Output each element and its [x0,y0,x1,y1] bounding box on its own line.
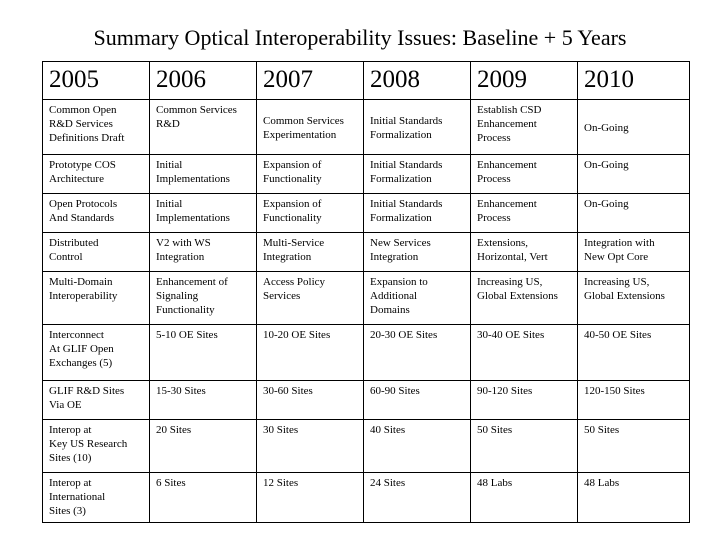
table-cell: New Services Integration [364,233,471,272]
table-cell: Common Open R&D Services Definitions Draft [43,100,150,155]
table-cell: 90-120 Sites [471,381,578,420]
year-header: 2007 [257,62,364,100]
table-cell: 50 Sites [471,420,578,473]
year-header: 2009 [471,62,578,100]
table-cell: 24 Sites [364,473,471,523]
table-cell: 20-30 OE Sites [364,325,471,381]
table-row [43,420,690,473]
table-cell: 20 Sites [150,420,257,473]
table-cell: Prototype COS Architecture [43,155,150,194]
table-cell: 60-90 Sites [364,381,471,420]
table-row [43,473,690,523]
table-cell: Distributed Control [43,233,150,272]
table-row [43,233,690,272]
table-cell: On-Going [578,100,690,155]
table-cell: Initial Standards Formalization [364,155,471,194]
table-cell: 50 Sites [578,420,690,473]
table-cell: 6 Sites [150,473,257,523]
table-cell: Interconnect At GLIF Open Exchanges (5) [43,325,150,381]
table-cell: On-Going [578,155,690,194]
table-cell: Establish CSD Enhancement Process [471,100,578,155]
year-header: 2010 [578,62,690,100]
table-row [43,325,690,381]
table-cell: Expansion to Additional Domains [364,272,471,325]
table-row [43,272,690,325]
year-header: 2005 [43,62,150,100]
table-cell: Enhancement Process [471,194,578,233]
table-cell: 48 Labs [471,473,578,523]
table-row [43,194,690,233]
table-cell: Common Services R&D [150,100,257,155]
table-cell: Multi-Domain Interoperability [43,272,150,325]
table-cell: 10-20 OE Sites [257,325,364,381]
table-cell: Common Services Experimentation [257,100,364,155]
table-cell: Initial Implementations [150,155,257,194]
table-cell: Initial Implementations [150,194,257,233]
table-cell: 30 Sites [257,420,364,473]
roadmap-table [42,61,690,523]
table-cell: Expansion of Functionality [257,155,364,194]
header-row [43,62,690,100]
table-cell: Interop at International Sites (3) [43,473,150,523]
page-title: Summary Optical Interoperability Issues: Baseline + 5 Years [93,25,627,50]
table-cell: GLIF R&D Sites Via OE [43,381,150,420]
table-cell: On-Going [578,194,690,233]
table-cell: 30-40 OE Sites [471,325,578,381]
table-cell: 5-10 OE Sites [150,325,257,381]
table-row [43,100,690,155]
year-header: 2008 [364,62,471,100]
table-cell: Enhancement Process [471,155,578,194]
table-row [43,381,690,420]
table-cell: Interop at Key US Research Sites (10) [43,420,150,473]
table-cell: Initial Standards Formalization [364,194,471,233]
table-cell: Access Policy Services [257,272,364,325]
table-cell: 30-60 Sites [257,381,364,420]
table-cell: 40 Sites [364,420,471,473]
table-cell: Open Protocols And Standards [43,194,150,233]
year-header: 2006 [150,62,257,100]
table-cell: Enhancement of Signaling Functionality [150,272,257,325]
table-cell: 40-50 OE Sites [578,325,690,381]
table-cell: 12 Sites [257,473,364,523]
table-cell: 120-150 Sites [578,381,690,420]
table-cell: 48 Labs [578,473,690,523]
table-cell: Multi-Service Integration [257,233,364,272]
table-cell: Initial Standards Formalization [364,100,471,155]
table-cell: V2 with WS Integration [150,233,257,272]
table-cell: Extensions, Horizontal, Vert [471,233,578,272]
table-cell: 15-30 Sites [150,381,257,420]
table-cell: Expansion of Functionality [257,194,364,233]
table-cell: Integration with New Opt Core [578,233,690,272]
table-row [43,155,690,194]
table-cell: Increasing US, Global Extensions [471,272,578,325]
table-cell: Increasing US, Global Extensions [578,272,690,325]
